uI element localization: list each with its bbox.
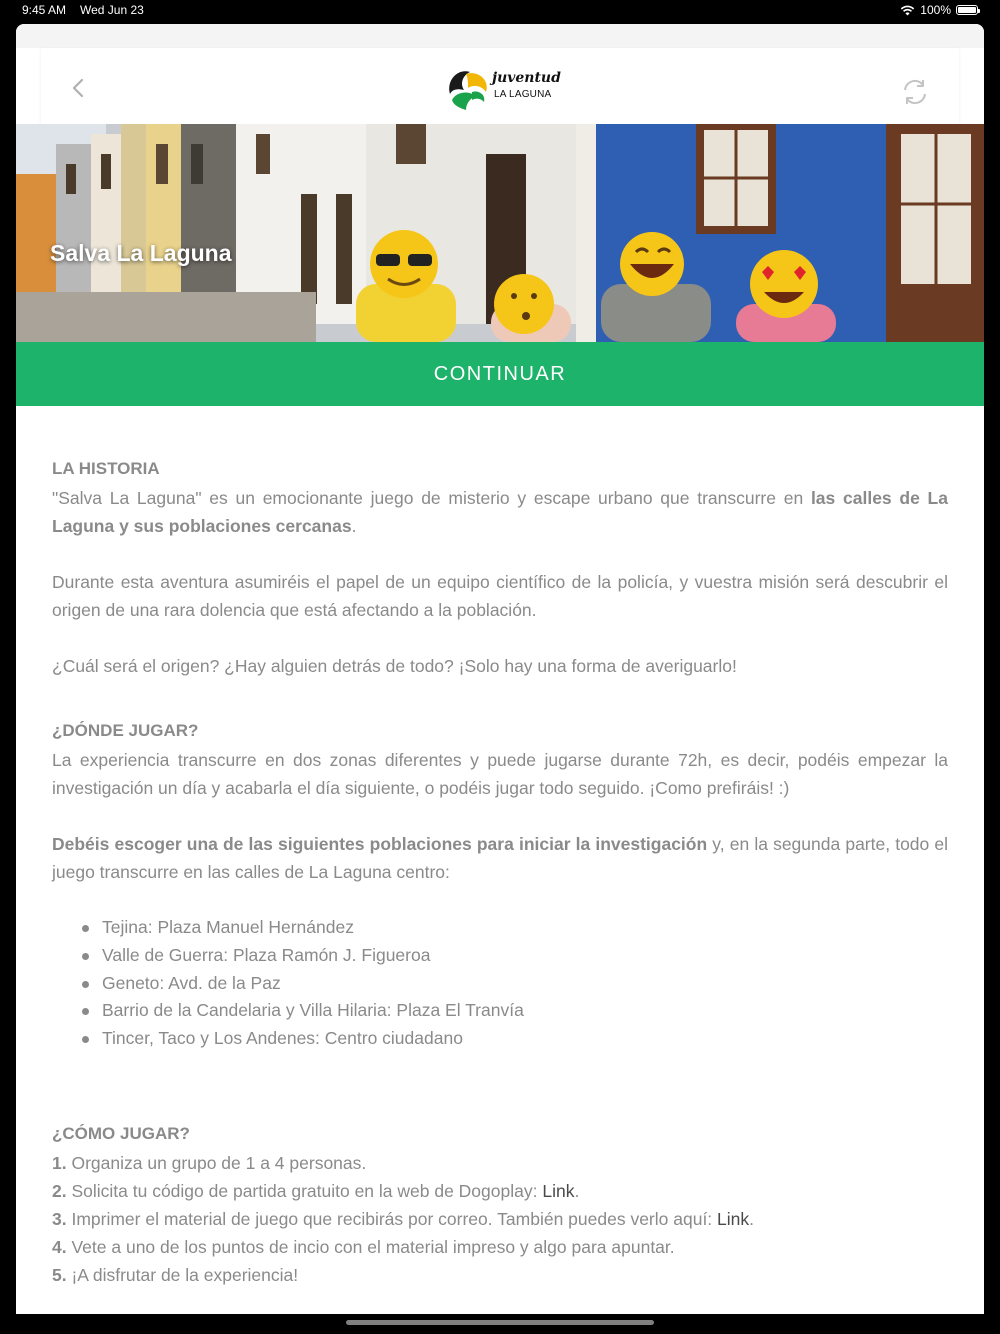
- refresh-button[interactable]: [899, 76, 931, 108]
- hero-banner: [16, 124, 984, 342]
- list-item: Valle de Guerra: Plaza Ramón J. Figueroa: [102, 942, 948, 970]
- continue-button[interactable]: CONTINUAR: [16, 342, 984, 406]
- donde-heading: ¿DÓNDE JUGAR?: [52, 721, 199, 740]
- back-button[interactable]: [69, 78, 89, 98]
- step-text: Imprimer el material de juego que recibirás por correo. También puedes verlo aquí:: [66, 1208, 718, 1229]
- como-step-1: [52, 1149, 948, 1177]
- step-number: 3.: [52, 1208, 67, 1229]
- app-logo: [444, 66, 561, 112]
- app-top-strip: [16, 24, 984, 48]
- material-link[interactable]: Link: [717, 1208, 750, 1229]
- logo-text-la-laguna: LA LAGUNA: [494, 89, 552, 100]
- logo-mark-icon: [444, 66, 492, 112]
- hero-image: [16, 124, 984, 342]
- step-text: ¡A disfrutar de la experiencia!: [66, 1264, 299, 1285]
- historia-p1-bold: las calles de La Laguna y sus poblaciones cercanas: [52, 488, 948, 536]
- step-number: 2.: [52, 1180, 67, 1201]
- donde-paragraph-2: [52, 830, 948, 886]
- historia-paragraph-2: Durante esta aventura asumiréis el papel de un equipo científico de la policía, y vuestra misión será descubrir el origen de una rara dolencia que está afectando a la población.: [52, 572, 948, 620]
- donde-p2-bold: Debéis escoger una de las siguientes poblaciones para iniciar la investigación: [52, 834, 708, 854]
- historia-p1-end: .: [351, 516, 357, 536]
- wifi-icon: [900, 5, 915, 16]
- historia-heading: LA HISTORIA: [52, 459, 160, 478]
- step-number: 5.: [52, 1264, 67, 1285]
- status-time: 9:45 AM: [22, 3, 67, 17]
- list-item: Geneto: Avd. de la Paz: [102, 970, 948, 998]
- list-item: Tejina: Plaza Manuel Hernández: [102, 914, 948, 942]
- app-window: [16, 24, 984, 1314]
- dogoplay-link[interactable]: Link: [542, 1180, 575, 1201]
- content-area: [52, 454, 948, 1289]
- como-step-5: [52, 1261, 948, 1289]
- como-step-4: [52, 1233, 948, 1261]
- status-date: Wed Jun 23: [80, 3, 144, 17]
- como-step-3: 3. Imprimer el material de juego que recibirás por correo. También puedes verlo aquí: Link.: [52, 1208, 755, 1229]
- logo-text-juventud: juventud: [492, 70, 561, 86]
- home-indicator[interactable]: [346, 1320, 654, 1325]
- historia-paragraph-3: ¿Cuál será el origen? ¿Hay alguien detrás de todo? ¡Solo hay una forma de averiguarlo!: [52, 656, 737, 676]
- list-item: Barrio de la Candelaria y Villa Hilaria: Plaza El Tranvía: [102, 997, 948, 1025]
- list-item: Tincer, Taco y Los Andenes: Centro ciudadano: [102, 1025, 948, 1053]
- como-heading: ¿CÓMO JUGAR?: [52, 1123, 190, 1143]
- battery-percent: 100%: [920, 3, 951, 17]
- como-step-2: 2. Solicita tu código de partida gratuito en la web de Dogoplay: Link.: [52, 1180, 580, 1201]
- step-text: Organiza un grupo de 1 a 4 personas.: [66, 1152, 367, 1173]
- step-text: Vete a uno de los puntos de incio con el material impreso y algo para apuntar.: [66, 1236, 675, 1257]
- hero-title: Salva La Laguna: [50, 240, 232, 266]
- battery-icon: [956, 5, 978, 15]
- donde-p2-text: y, en la segunda parte, todo el juego transcurre en las calles de La Laguna centro:: [52, 834, 949, 882]
- step-number: 1.: [52, 1152, 67, 1173]
- status-right: [900, 3, 978, 17]
- historia-paragraph-1: [52, 484, 948, 540]
- step-text: Solicita tu código de partida gratuito en la web de Dogoplay:: [66, 1180, 543, 1201]
- towns-list: [52, 914, 948, 1053]
- status-bar: [0, 0, 1000, 22]
- historia-p1-text: "Salva La Laguna" es un emocionante juego de misterio y escape urbano que transcurre en: [52, 488, 811, 508]
- donde-paragraph-1: La experiencia transcurre en dos zonas diferentes y puede jugarse durante 72h, es decir, podéis empezar la investigación un día y acabarla el día siguiente, o podéis jugar todo seguido. ¡Como prefiráis! :): [52, 750, 948, 798]
- nav-bar: [41, 48, 959, 124]
- step-number: 4.: [52, 1236, 67, 1257]
